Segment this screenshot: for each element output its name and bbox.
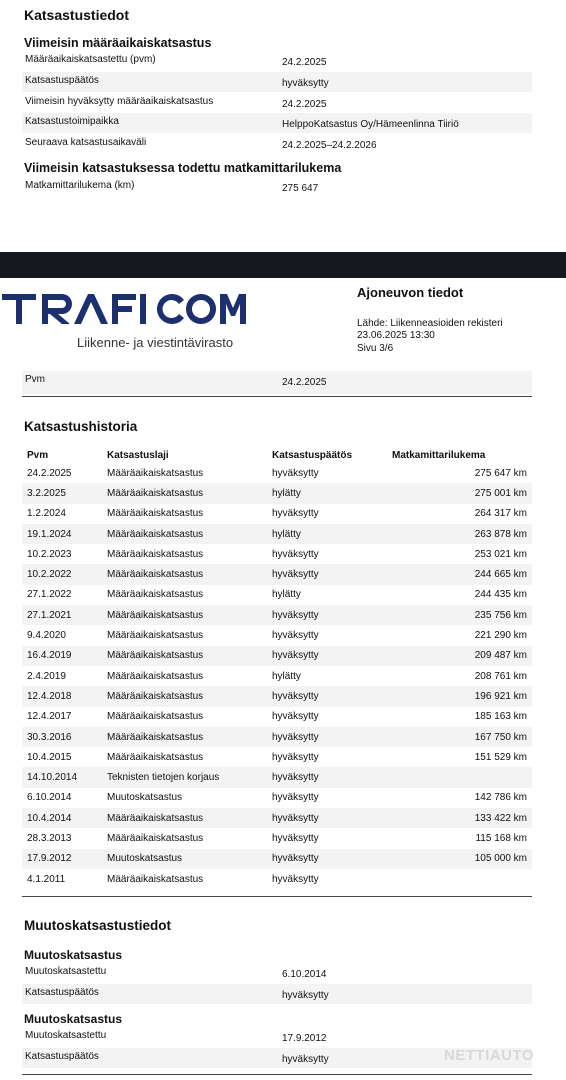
- cell-date: 24.2.2025: [27, 467, 72, 479]
- cell-type: Määräaikaiskatsastus: [107, 832, 204, 844]
- table-row: [22, 869, 532, 889]
- modification-heading: Muutoskatsastus: [24, 1012, 123, 1026]
- cell-decision: hyväksytty: [272, 508, 319, 520]
- cell-odometer: 196 921 km: [387, 686, 532, 706]
- cell-decision: hylätty: [267, 483, 387, 503]
- cell-type: Määräaikaiskatsastus: [107, 508, 204, 520]
- cell-type: Määräaikaiskatsastus: [107, 630, 204, 642]
- odometer-row: [22, 177, 532, 197]
- cell-date: 17.9.2012: [22, 849, 102, 869]
- cell-odometer: 151 529 km: [474, 751, 527, 763]
- column-header-decision: Katsastuspäätös: [272, 449, 353, 461]
- cell-decision: hyväksytty: [267, 646, 387, 666]
- table-row: [22, 849, 532, 869]
- cell-decision: hyväksytty: [267, 564, 387, 584]
- cell-date: 10.4.2014: [22, 808, 102, 828]
- cell-decision: hyväksytty: [272, 630, 319, 642]
- cell-date: 12.4.2018: [22, 686, 102, 706]
- pvm-value: 24.2.2025: [282, 377, 327, 388]
- cell-decision: hyväksytty: [272, 832, 319, 844]
- cell-odometer: 263 878 km: [387, 524, 532, 544]
- row-label: Määräaikaiskatsastettu (pvm): [25, 54, 156, 65]
- table-row: [22, 483, 532, 503]
- row-value: 17.9.2012: [282, 1033, 327, 1044]
- divider: [22, 396, 532, 397]
- cell-date: 14.10.2014: [22, 767, 102, 787]
- odometer-label: Matkamittarilukema (km): [25, 180, 135, 191]
- table-row: [22, 666, 532, 686]
- inspection-title: Katsastustiedot: [24, 7, 130, 23]
- cell-date: 3.2.2025: [22, 483, 102, 503]
- cell-type: Määräaikaiskatsastus: [107, 589, 204, 601]
- modification-heading: Muutoskatsastus: [24, 948, 123, 962]
- modification-row: [22, 984, 532, 1004]
- cell-decision: hyväksytty: [267, 849, 387, 869]
- cell-decision: hyväksytty: [267, 605, 387, 625]
- cell-odometer: [387, 869, 532, 889]
- cell-decision: hyväksytty: [267, 808, 387, 828]
- cell-decision: hyväksytty: [267, 686, 387, 706]
- row-value: hyväksytty: [282, 1054, 329, 1065]
- cell-date: 4.1.2011: [27, 873, 66, 885]
- cell-decision: hylätty: [267, 524, 387, 544]
- print-datetime: 23.06.2025 13:30: [357, 330, 435, 341]
- cell-odometer: 133 422 km: [387, 808, 532, 828]
- modification-title: Muutoskatsastustiedot: [24, 918, 172, 933]
- cell-odometer: 185 163 km: [474, 711, 527, 723]
- row-value: hyväksytty: [282, 78, 329, 89]
- table-row: [22, 625, 532, 645]
- cell-decision: hylätty: [272, 589, 301, 601]
- odometer-heading: Viimeisin katsastuksessa todettu matkamittarilukema: [24, 161, 342, 175]
- cell-decision: hyväksytty: [272, 792, 319, 804]
- cell-decision: hyväksytty: [267, 727, 387, 747]
- cell-date: 2.4.2019: [27, 670, 66, 682]
- row-label: Katsastustoimipaikka: [25, 116, 119, 127]
- table-row: [22, 808, 532, 828]
- cell-decision: hylätty: [272, 670, 301, 682]
- cell-date: 16.4.2019: [22, 646, 102, 666]
- cell-date: 6.10.2014: [27, 792, 72, 804]
- pvm-label: Pvm: [25, 374, 45, 385]
- inspection-row: [22, 72, 532, 92]
- table-row: [22, 788, 532, 808]
- history-table-body: [22, 463, 532, 889]
- cell-odometer: 208 761 km: [474, 670, 527, 682]
- column-header-odometer: Matkamittarilukema: [392, 449, 486, 461]
- table-row: [22, 727, 532, 747]
- cell-odometer: 244 435 km: [474, 589, 527, 601]
- cell-type: Määräaikaiskatsastus: [102, 727, 267, 747]
- table-row: [22, 828, 532, 848]
- cell-type: Määräaikaiskatsastus: [107, 670, 204, 682]
- cell-type: Määräaikaiskatsastus: [107, 751, 204, 763]
- inspection-row: [22, 134, 532, 154]
- row-value: 24.2.2025: [282, 99, 327, 110]
- cell-odometer: 105 000 km: [387, 849, 532, 869]
- traficom-logo: [2, 290, 246, 341]
- cell-odometer: [387, 767, 532, 787]
- history-title: Katsastushistoria: [24, 419, 138, 434]
- table-row: [22, 747, 532, 767]
- cell-odometer: 115 168 km: [475, 832, 527, 844]
- cell-date: 19.1.2024: [22, 524, 102, 544]
- cell-type: Määräaikaiskatsastus: [102, 483, 267, 503]
- cell-type: Teknisten tietojen korjaus: [102, 767, 267, 787]
- cell-type: Määräaikaiskatsastus: [107, 548, 204, 560]
- cell-date: 9.4.2020: [27, 630, 66, 642]
- inspection-row: [22, 113, 532, 133]
- cell-decision: hyväksytty: [272, 751, 319, 763]
- table-row: [22, 504, 532, 524]
- cell-odometer: 275 001 km: [387, 483, 532, 503]
- cell-date: 27.1.2022: [27, 589, 72, 601]
- column-header-type: Katsastuslaji: [107, 449, 169, 461]
- cell-date: 10.4.2015: [27, 751, 72, 763]
- cell-type: Määräaikaiskatsastus: [102, 524, 267, 544]
- cell-type: Määräaikaiskatsastus: [102, 646, 267, 666]
- cell-type: Määräaikaiskatsastus: [102, 564, 267, 584]
- cell-odometer: 253 021 km: [474, 548, 527, 560]
- row-label: Muutoskatsastettu: [25, 1030, 107, 1041]
- divider: [22, 1074, 532, 1075]
- cell-decision: hyväksytty: [272, 548, 319, 560]
- table-row: [22, 544, 532, 564]
- row-label: Viimeisin hyväksytty määräaikaiskatsastus: [25, 96, 214, 107]
- latest-inspection-heading: Viimeisin määräaikaiskatsastus: [24, 36, 212, 50]
- cell-type: Muutoskatsastus: [107, 792, 183, 804]
- cell-odometer: 235 756 km: [387, 605, 532, 625]
- cell-odometer: 264 317 km: [474, 508, 527, 520]
- row-value: 6.10.2014: [282, 969, 327, 980]
- cell-odometer: 142 786 km: [474, 792, 527, 804]
- cell-date: 30.3.2016: [22, 727, 102, 747]
- cell-type: Määräaikaiskatsastus: [102, 686, 267, 706]
- cell-decision: hyväksytty: [272, 467, 319, 479]
- page-number: Sivu 3/6: [357, 343, 394, 354]
- table-row: [22, 585, 532, 605]
- modification-row: [22, 963, 532, 983]
- cell-odometer: 209 487 km: [387, 646, 532, 666]
- table-row: [22, 605, 532, 625]
- table-row: [22, 646, 532, 666]
- column-header-pvm: Pvm: [27, 449, 49, 461]
- watermark-logo: NETTIAUTO: [444, 1047, 535, 1064]
- row-label: Katsastuspäätös: [25, 1051, 99, 1062]
- document-title: Ajoneuvon tiedot: [357, 285, 464, 300]
- traficom-logo-mark: [2, 290, 246, 330]
- modification-row: [22, 1027, 532, 1047]
- pvm-row: [22, 371, 532, 395]
- row-label: Katsastuspäätös: [25, 987, 99, 998]
- table-row: [22, 564, 532, 584]
- odometer-value: 275 647: [282, 183, 319, 194]
- table-header-row: [22, 447, 532, 463]
- cell-date: 1.2.2024: [27, 508, 66, 520]
- cell-odometer: 221 290 km: [474, 630, 527, 642]
- row-label: Katsastuspäätös: [25, 75, 99, 86]
- cell-odometer: 244 665 km: [387, 564, 532, 584]
- row-label: Muutoskatsastettu: [25, 966, 107, 977]
- cell-odometer: 275 647 km: [474, 467, 527, 479]
- table-row: [22, 707, 532, 727]
- inspection-row: [22, 93, 532, 113]
- cell-type: Muutoskatsastus: [102, 849, 267, 869]
- row-label: Seuraava katsastusaikaväli: [25, 137, 147, 148]
- logo-subtitle: Liikenne- ja viestintävirasto: [77, 335, 234, 350]
- cell-type: Määräaikaiskatsastus: [102, 605, 267, 625]
- cell-decision: hyväksytty: [267, 767, 387, 787]
- source-text: Lähde: Liikenneasioiden rekisteri: [357, 318, 503, 329]
- page-break-band: [0, 252, 566, 278]
- row-value: 24.2.2025–24.2.2026: [282, 140, 377, 151]
- table-row: [22, 463, 532, 483]
- table-row: [22, 686, 532, 706]
- row-value: 24.2.2025: [282, 57, 327, 68]
- cell-date: 28.3.2013: [27, 832, 72, 844]
- inspection-row: [22, 51, 532, 71]
- cell-type: Määräaikaiskatsastus: [102, 808, 267, 828]
- cell-type: Määräaikaiskatsastus: [107, 467, 204, 479]
- cell-date: 27.1.2021: [22, 605, 102, 625]
- cell-date: 10.2.2023: [27, 548, 72, 560]
- cell-date: 10.2.2022: [22, 564, 102, 584]
- cell-date: 12.4.2017: [27, 711, 72, 723]
- table-row: [22, 767, 532, 787]
- cell-odometer: 167 750 km: [387, 727, 532, 747]
- divider: [22, 896, 532, 897]
- cell-type: Määräaikaiskatsastus: [107, 711, 204, 723]
- row-value: hyväksytty: [282, 990, 329, 1001]
- history-table: [22, 447, 532, 889]
- cell-type: Määräaikaiskatsastus: [107, 873, 204, 885]
- cell-decision: hyväksytty: [272, 711, 319, 723]
- table-row: [22, 524, 532, 544]
- row-value: HelppoKatsastus Oy/Hämeenlinna Tiiriö: [282, 119, 459, 130]
- cell-decision: hyväksytty: [272, 873, 319, 885]
